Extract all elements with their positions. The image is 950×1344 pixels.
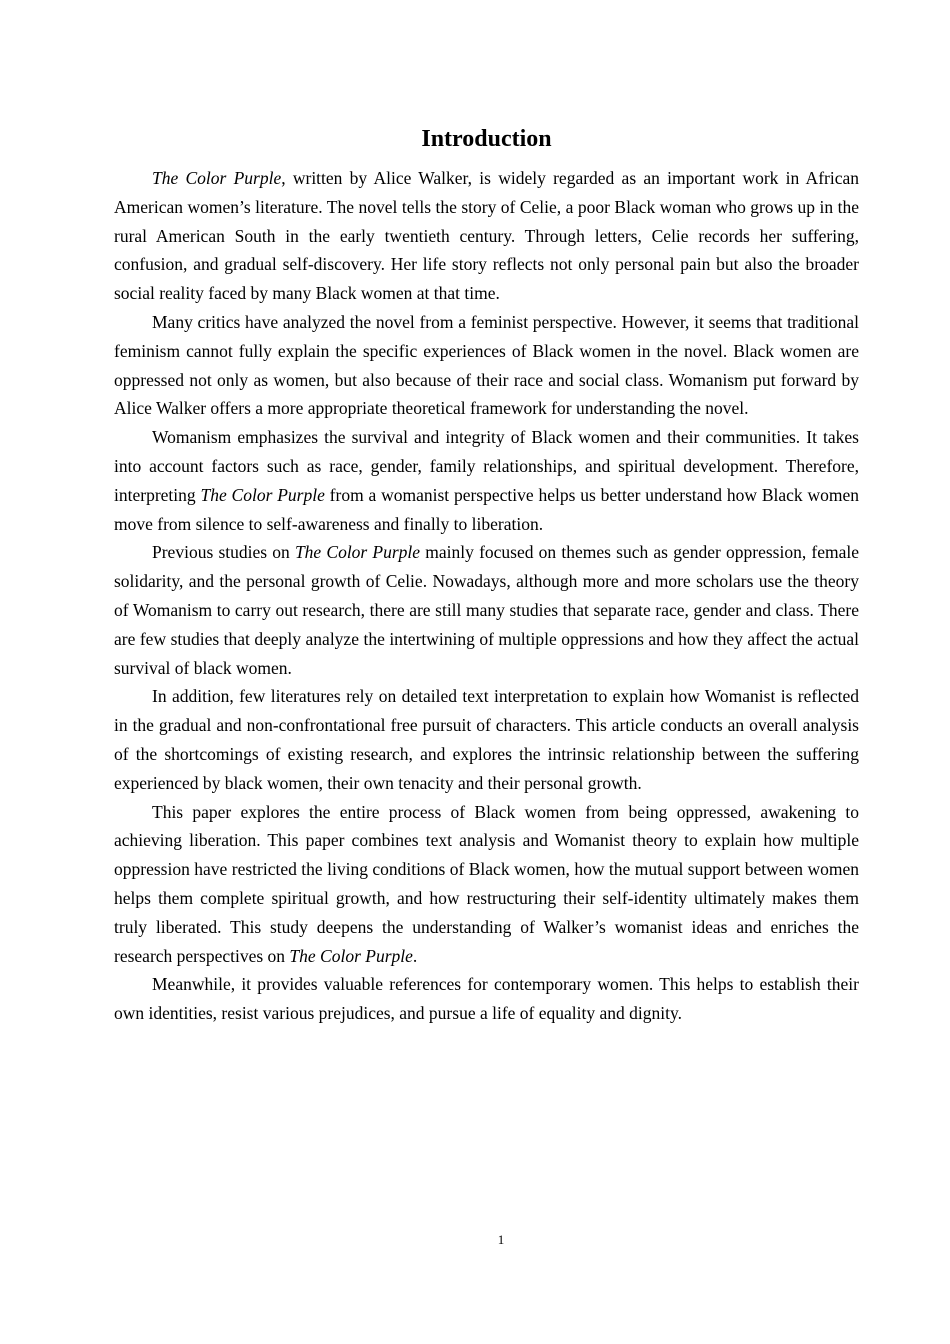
paragraph-text: Meanwhile, it provides valuable references for contemporary women. This helps to establish their own identities, resist various prejudices, and pursue a life of equality and dignity. <box>114 974 859 1024</box>
paragraph-1 <box>114 164 859 308</box>
paragraph-6 <box>114 798 859 971</box>
paragraph-4 <box>114 538 859 682</box>
book-title-italic: The Color Purple <box>289 945 413 966</box>
page-number: 1 <box>497 1232 505 1247</box>
book-title-italic: The Color Purple <box>152 168 282 188</box>
paragraph-text: , written by Alice Walker, is widely regarded as an important work in African American women’s literature. The novel tells the story of Celie, a poor Black woman who grows up in the rural American South in the early twentieth century. Through letters, Celie records her suffering, confusion, and gradual self-discovery. Her life story reflects not only personal pain but also the broader social reality faced by many Black women at that time. <box>114 168 859 304</box>
paragraph-3 <box>114 423 859 538</box>
page-content <box>114 122 859 1028</box>
paragraph-7 <box>114 970 859 1028</box>
book-title-italic: The Color Purple <box>200 484 325 505</box>
paragraph-text: This paper explores the entire process of Black women from being oppressed, awakening to achieving liberation. This paper combines text analysis and Womanist theory to explain how multiple oppression have restricted the living conditions of Black women, how the mutual support between women helps them complete spiritual growth, and how restructuring their self-identity ultimately makes them truly liberated. This study deepens the understanding of Walker’s womanist ideas and enriches the research perspectives on <box>114 801 859 966</box>
book-title-italic: The Color Purple <box>294 542 421 563</box>
paragraph-text: Womanism emphasizes the survival and integrity of Black women and their communities. It takes into account factors such as race, gender, family relationships, and spiritual development. Therefore, interpreting <box>114 427 859 505</box>
paragraph-text: In addition, few literatures rely on detailed text interpretation to explain how Womanist is reflected in the gradual and non-confrontational free pursuit of characters. This article conducts an overall analysis of the shortcomings of existing research, and explores the intrinsic relationship between the suffering experienced by black women, their own tenacity and their personal growth. <box>114 686 859 793</box>
paragraph-text: mainly focused on themes such as gender oppression, female solidarity, and the personal growth of Celie. Nowadays, although more and more scholars use the theory of Womanism to carry out research, there are still many studies that separate race, gender and class. There are few studies that deeply analyze the intertwining of multiple oppressions and how they affect the actual survival of black women. <box>114 542 859 678</box>
paragraph-text: from a womanist perspective helps us better understand how Black women move from silence to self-awareness and finally to liberation. <box>114 484 859 534</box>
section-heading: Introduction <box>421 126 552 152</box>
paragraph-text: . <box>412 945 418 966</box>
paragraph-5 <box>114 682 859 797</box>
paragraph-text: Previous studies on <box>152 542 295 563</box>
paragraph-text: Many critics have analyzed the novel from a feminist perspective. However, it seems that traditional feminism cannot fully explain the specific experiences of Black women in the novel. Black women are oppressed not only as women, but also because of their race and social class. Womanism put forward by Alice Walker offers a more appropriate theoretical framework for understanding the novel. <box>114 311 859 419</box>
paragraph-2 <box>114 308 859 423</box>
